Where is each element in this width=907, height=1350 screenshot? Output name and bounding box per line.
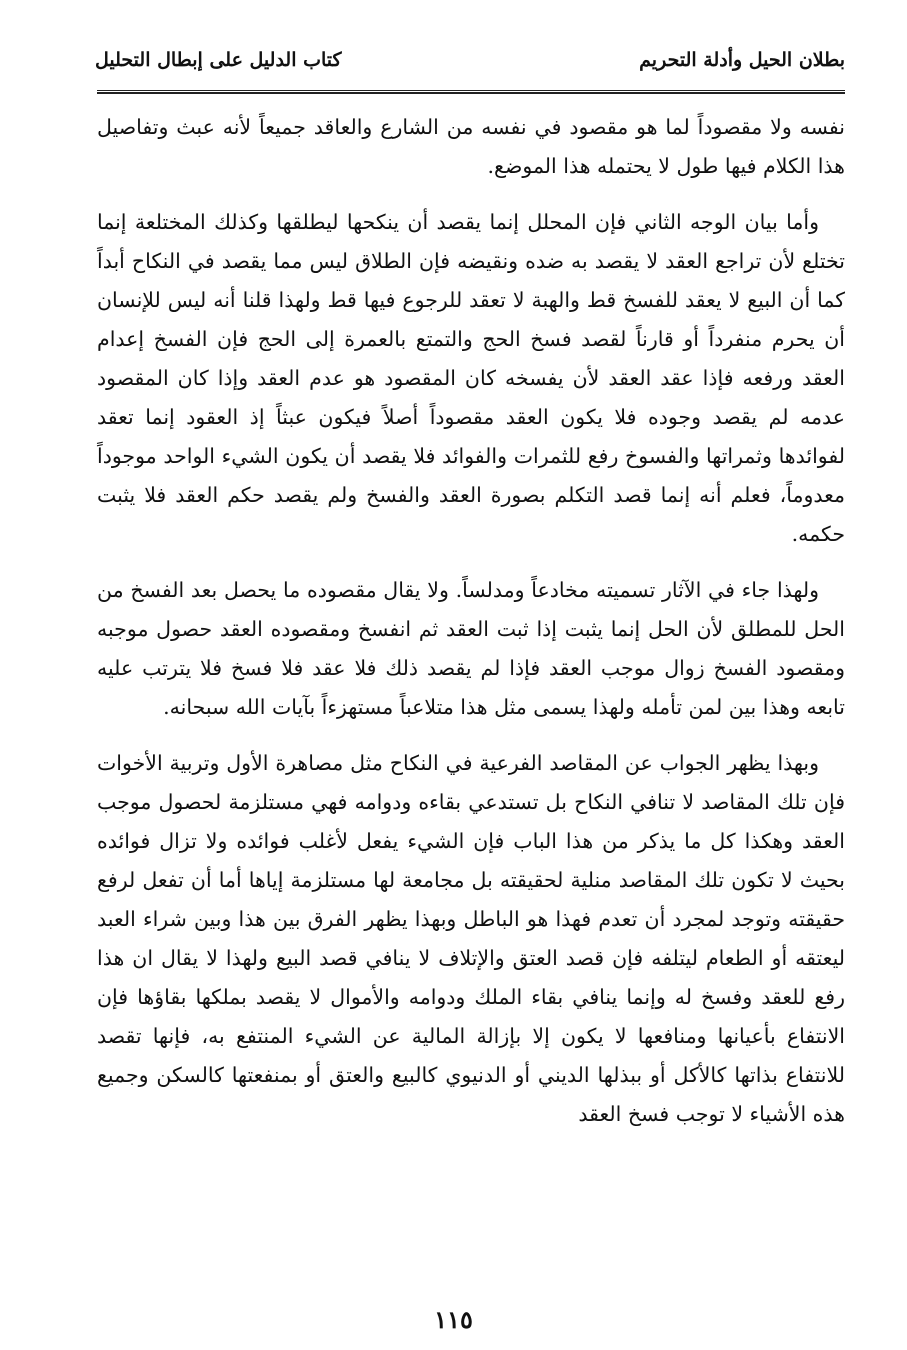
header-left-title: كتاب الدليل على إبطال التحليل <box>95 49 342 71</box>
running-header <box>95 40 845 80</box>
page-body <box>97 108 845 1151</box>
header-divider <box>97 90 845 94</box>
paragraph-1: نفسه ولا مقصوداً لما هو مقصود في نفسه من الشارع والعاقد جميعاً لأنه عبث وتفاصيل هذا الكلام فيها طول لا يحتمله هذا الموضع. <box>97 115 845 178</box>
paragraph-3: ولهذا جاء في الآثار تسميته مخادعاً ومدلساً. ولا يقال مقصوده ما يحصل بعد الفسخ من الحل للمطلق لأن الحل إنما يثبت إذا ثبت العقد ثم انفسخ ومقصوده العقد حصول موجبه ومقصود الفسخ زوال موجب العقد فإذا لم يقصد ذلك فلا عقد فلا فسخ فلا يترتب عليه تابعه وهذا بين لمن تأمله ولهذا يسمى مثل هذا متلاعباً مستهزءاً بآيات الله سبحانه. <box>97 578 845 719</box>
page-number: ١١٥ <box>434 1305 473 1334</box>
header-right-title: بطلان الحيل وأدلة التحريم <box>639 49 845 71</box>
paragraph-4: وبهذا يظهر الجواب عن المقاصد الفرعية في النكاح مثل مصاهرة الأول وتربية الأخوات فإن تلك المقاصد لا تنافي النكاح بل تستدعي بقاءه ودوامه فهي مستلزمة لحصول موجب العقد وهكذا كل ما يذكر من هذا الباب فإن الشيء يفعل لأغلب فوائده ولا تزال فوائده بحيث لا تكون تلك المقاصد منلية لحقيقته بل مجامعة لها مستلزمة إياها أما أن تفعل لرفع حقيقته وتوجد لمجرد أن تعدم فهذا هو الباطل وبهذا يظهر الفرق بين هذا وبين شراء العبد ليعتقه أو الطعام ليتلفه فإن قصد العتق والإتلاف لا ينافي قصد البيع ولهذا لا يقال ان هذا رفع للعقد وفسخ له وإنما ينافي بقاء الملك ودوامه والأموال لا يقصد بملكها بقاؤها فإن الانتفاع بأعيانها ومنافعها لا يكون إلا بإزالة المالية عن الشيء المنتفع به، فإنها تقصد للانتفاع بذاتها كالأكل أو ببذلها الديني أو الدنيوي كالبيع والعتق أو بمنفعتها كالسكن وجميع هذه الأشياء لا توجب فسخ العقد <box>97 751 845 1126</box>
paragraph-2: وأما بيان الوجه الثاني فإن المحلل إنما يقصد أن ينكحها ليطلقها وكذلك المختلعة إنما تختلع لأن تراجع العقد لا يقصد به ضده ونقيضه فإن الطلاق ليس مما يقصد في النكاح أبداً كما أن البيع لا يعقد للفسخ قط والهبة لا تعقد للرجوع فيها قط ولهذا قلنا أنه ليس للإنسان أن يحرم منفرداً أو قارناً لقصد فسخ الحج والتمتع بالعمرة إلى الحج فإن الفسخ إعدام العقد ورفعه فإذا عقد العقد لأن يفسخه كان المقصود هو عدم العقد وإذا كان المقصود عدمه لم يقصد وجوده فلا يكون العقد مقصوداً أصلاً فيكون عبثاً إذ العقود إنما تعقد لفوائدها وثمراتها والفسوخ رفع للثمرات والفوائد فلا يقصد أن يكون الشيء الواحد موجوداً معدوماً، فعلم أنه إنما قصد التكلم بصورة العقد والفسخ ولم يقصد حكم العقد فلا يثبت حكمه. <box>97 210 845 546</box>
